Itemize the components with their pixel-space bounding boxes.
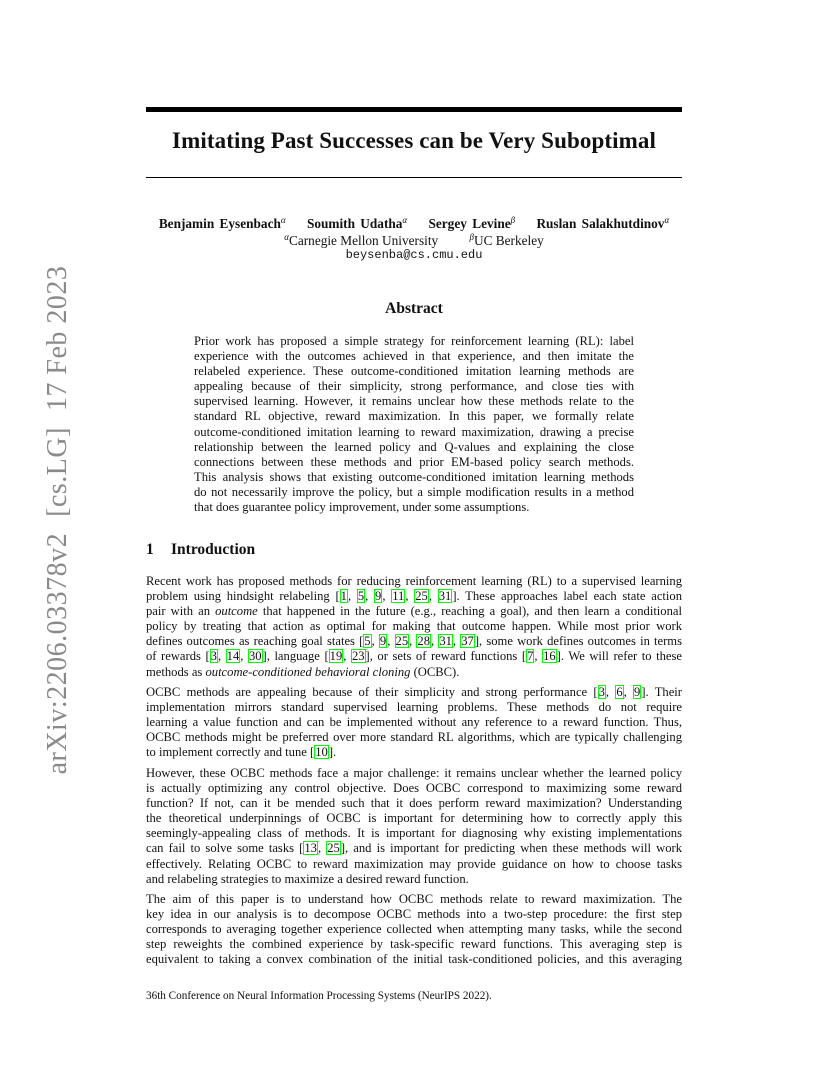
text-line (146, 781, 682, 796)
text-run: , (371, 634, 379, 649)
citation-link[interactable]: 14 (226, 649, 240, 664)
citation-link[interactable]: 28 (417, 634, 431, 649)
citation-link[interactable]: 31 (439, 634, 452, 649)
author: Ruslan Salakhutdinov$^\alpha$ (536, 215, 670, 231)
text-run: , (428, 589, 438, 604)
text-line (146, 589, 682, 604)
author: Sergey Levine$^\beta$ (428, 215, 516, 231)
emphasis-text: outcome (215, 604, 258, 619)
text-line (146, 892, 682, 907)
affiliation: $^\beta$UC Berkeley (469, 232, 544, 248)
citation-link[interactable]: 16 (543, 649, 556, 664)
paragraph (146, 685, 682, 760)
citation-link[interactable]: 3 (598, 685, 605, 699)
abstract-line: relationship between the learned policy and Q-values and explaining the close (194, 439, 634, 454)
citation-link[interactable]: 9 (634, 685, 641, 699)
text-run: , (382, 589, 392, 604)
paragraph (146, 574, 682, 680)
text-run: is actually optimizing any control objective. Does OCBC correspond to maximizing some reward (146, 781, 682, 796)
text-line (146, 857, 682, 872)
text-run: methods as (146, 664, 206, 679)
paragraph (146, 892, 682, 967)
title-rule (146, 177, 682, 178)
citation-link[interactable]: 25 (327, 841, 340, 856)
text-run: (OCBC). (410, 664, 460, 679)
text-run: ]. (328, 745, 337, 760)
text-run: step reweights the combined experience by task-specific reward functions. This averaging step is (146, 937, 682, 952)
text-run: effectively. Relating OCBC to reward maximization may provide guidance on how to choose tasks (146, 856, 682, 871)
text-line (146, 634, 682, 649)
arxiv-stamp (42, 266, 74, 775)
text-run: Recent work has proposed methods for reducing reinforcement learning (RL) to a supervised learning (146, 574, 682, 588)
citation-link[interactable]: 3 (210, 649, 217, 664)
text-line (146, 766, 682, 781)
citation-link[interactable]: 5 (364, 634, 371, 649)
arxiv-category: [cs.LG] (42, 427, 73, 517)
text-line (146, 826, 682, 841)
text-line (146, 952, 682, 967)
text-run: , (534, 649, 543, 664)
citation-link[interactable]: 23 (351, 649, 365, 664)
citation-link[interactable]: 7 (527, 649, 534, 664)
arxiv-date: 17 Feb 2023 (42, 265, 73, 412)
citation-link[interactable]: 11 (392, 589, 405, 604)
text-run: , (431, 634, 439, 649)
paper-title: Imitating Past Successes can be Very Suboptimal (172, 128, 656, 153)
text-run: of rewards [ (146, 649, 210, 664)
abstract-line: connections between these methods and prior EM-based policy search methods. (194, 454, 634, 469)
citation-link[interactable]: 10 (315, 745, 328, 760)
text-line (146, 907, 682, 922)
abstract-line: do not necessarily improve the policy, but a simple modification results in a method (194, 484, 634, 499)
text-run: ], language [ (262, 649, 329, 664)
citation-link[interactable]: 19 (329, 649, 343, 664)
section-heading (146, 541, 255, 559)
text-run: pair with an (146, 604, 216, 619)
paragraph (146, 766, 682, 887)
abstract-line: standard RL objective, reward maximization. In this paper, we formally relate (194, 409, 634, 424)
abstract-line: that does guarantee policy improvement, under some assumptions. (194, 500, 530, 515)
text-run: ]. We will refer to these (556, 649, 683, 664)
text-run: , (240, 649, 248, 664)
citation-link[interactable]: 25 (415, 589, 428, 604)
text-run: ], or sets of reward functions [ (365, 649, 527, 664)
text-line (146, 730, 682, 745)
text-run: and relabeling strategies to maximize a desired reward function. (146, 871, 469, 886)
text-run: However, these OCBC methods face a major challenge: it remains unclear whether the learned policy (146, 766, 682, 780)
author: Benjamin Eysenbach$^\alpha$ (158, 215, 286, 231)
text-line (146, 604, 682, 619)
citation-link[interactable]: 1 (340, 589, 347, 604)
text-run: The aim of this paper is to understand how OCBC methods relate to reward maximization. The (146, 892, 682, 906)
text-line (146, 841, 682, 856)
text-run: , (405, 589, 415, 604)
author: Soumith Udatha$^\alpha$ (306, 215, 408, 231)
citation-link[interactable]: 13 (304, 841, 317, 856)
affiliation: $^\alpha$Carnegie Mellon University (284, 232, 439, 248)
citation-link[interactable]: 30 (248, 649, 262, 664)
conference-footnote: 36th Conference on Neural Information Processing Systems (NeurIPS 2022). (146, 990, 492, 1002)
text-line (146, 872, 682, 887)
text-run: ], and is important for predicting when these methods will work (340, 841, 682, 856)
section-title: Introduction (171, 541, 256, 558)
abstract-line: appealing because of their simplicity, strong performance, and close ties with (194, 379, 634, 394)
citation-link[interactable]: 37 (461, 634, 474, 649)
text-line (146, 811, 682, 826)
citation-link[interactable]: 25 (395, 634, 409, 649)
text-run: equivalent to taking a convex combination of the initial task-conditioned policies, and this averaging (146, 952, 682, 967)
text-run: , (605, 685, 616, 699)
top-rule (146, 107, 682, 112)
text-line (146, 715, 682, 730)
text-run: problem using hindsight relabeling [ (146, 589, 340, 604)
citation-link[interactable]: 6 (616, 685, 623, 699)
text-run: OCBC methods might be preferred over more standard RL algorithms, which are typically challenging (146, 730, 682, 745)
affiliation-list (100, 232, 728, 249)
text-line (146, 700, 682, 715)
abstract-line: supervised learning. However, it remains unclear how these methods relate to the (194, 394, 634, 409)
text-run: OCBC methods are appealing because of their simplicity and strong performance [ (146, 685, 598, 699)
text-line (146, 937, 682, 952)
text-line (146, 619, 682, 634)
text-run: learning a value function and can be implemented without any reference to a reward function. Thus, (146, 715, 682, 730)
text-run: , (623, 685, 634, 699)
abstract-line: outcome-conditioned imitation learning to reward maximization, drawing a precise (194, 424, 634, 439)
text-run: function? If not, can it be mended such that it does perform reward maximization? Understanding (146, 796, 682, 811)
text-run: that happened in the future (e.g., reaching a goal), and then learn a conditional (257, 604, 682, 619)
text-run: , (217, 649, 226, 664)
section-number: 1 (146, 541, 154, 558)
text-line (146, 649, 682, 664)
text-run: can fail to solve some tasks [ (146, 841, 304, 856)
author-email: beysenba@cs.cmu.edu (345, 248, 483, 262)
citation-link[interactable]: 31 (438, 589, 452, 604)
text-run: implementation mirrors standard supervised learning problems. These methods do not require (146, 700, 682, 715)
text-run: defines outcomes as reaching goal states [ (146, 634, 364, 649)
text-run: , (347, 589, 357, 604)
abstract-line: This analysis shows that existing outcome-conditioned imitation learning methods (194, 469, 634, 484)
text-run: ]. Their (641, 685, 682, 699)
text-run: , (343, 649, 351, 664)
text-run: , (365, 589, 375, 604)
emphasis-text: outcome-conditioned behavioral cloning (205, 664, 411, 679)
abstract-heading: Abstract (385, 300, 443, 317)
text-line (146, 745, 682, 760)
text-line (146, 685, 682, 700)
text-run: the theoretical underpinnings of OCBC is important for determining how to correctly apply this (146, 811, 682, 826)
text-run: , (452, 634, 461, 649)
author-list (100, 215, 728, 232)
text-run: key idea in our analysis is to decompose OCBC methods into a two-step procedure: the first step (146, 907, 682, 922)
abstract-body (194, 334, 634, 515)
text-line (146, 796, 682, 811)
text-line (146, 574, 682, 589)
citation-link[interactable]: 5 (357, 589, 365, 604)
text-run: ]. These approaches label each state action (452, 589, 682, 604)
text-line (146, 665, 682, 680)
abstract-line: experience with the outcomes achieved in that experience, and then imitate the (194, 349, 634, 364)
citation-link[interactable]: 9 (379, 634, 387, 649)
abstract-line: relabeled experience. These outcome-conditioned imitation learning methods are (194, 364, 634, 379)
text-run: , (387, 634, 395, 649)
text-run: policy by treating that action as optimal for making that outcome happen. While most prior work (146, 619, 682, 634)
text-run: seemingly-appealing class of methods. It is important for diagnosing why existing implementations (146, 826, 682, 841)
text-run: , (409, 634, 417, 649)
abstract-line: Prior work has proposed a simple strategy for reinforcement learning (RL): label (194, 334, 634, 348)
text-run: to implement correctly and tune [ (146, 745, 315, 760)
text-line (146, 922, 682, 937)
citation-link[interactable]: 9 (375, 589, 382, 604)
text-run: ], some work defines outcomes in terms (474, 634, 683, 649)
text-run: , (317, 841, 327, 856)
arxiv-id: arXiv:2206.03378v2 (42, 532, 73, 775)
text-run: corresponds to averaging together experience collected when attempting many tasks, while the second (146, 922, 682, 937)
